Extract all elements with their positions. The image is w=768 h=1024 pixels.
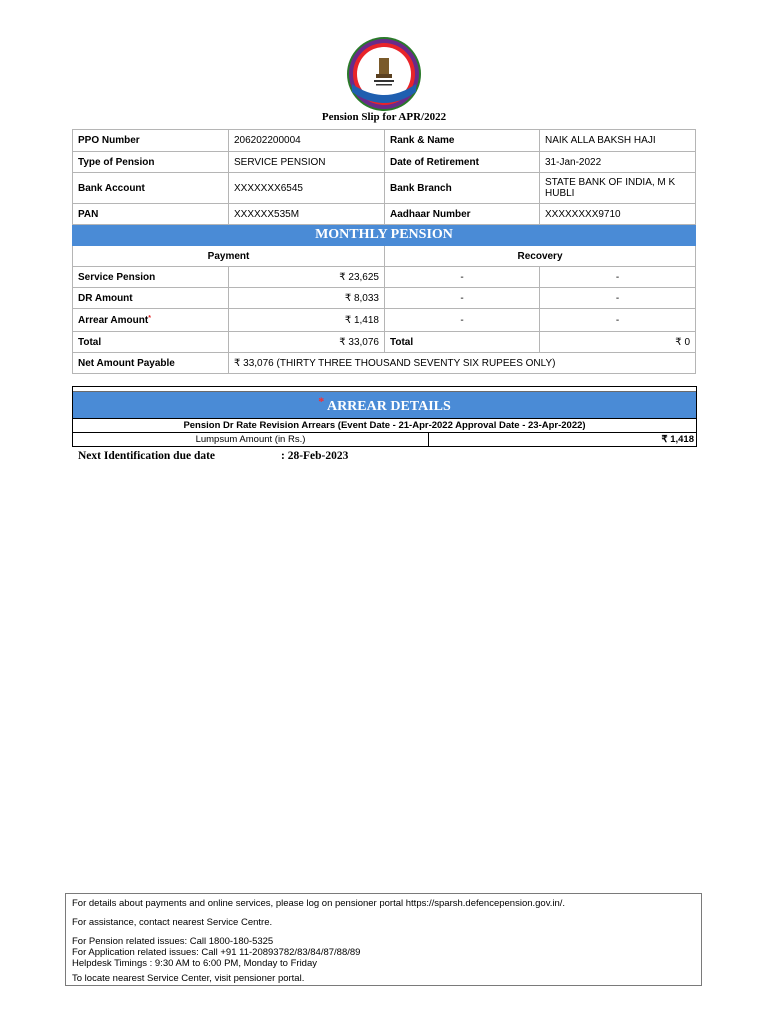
arrear-amount-value: ₹ 1,418 <box>229 309 385 332</box>
branch-label: Bank Branch <box>385 173 540 204</box>
slip-title: Pension Slip for APR/2022 <box>321 111 447 123</box>
type-value: SERVICE PENSION <box>229 152 385 173</box>
branch-value-line2: HUBLI <box>545 188 575 199</box>
footer-locate-line: To locate nearest Service Center, visit pensioner portal. <box>72 973 305 984</box>
lumpsum-label: Lumpsum Amount (in Rs.) <box>73 433 429 446</box>
monthly-pension-band <box>73 225 696 246</box>
ppo-label: PPO Number <box>73 130 229 152</box>
aadhaar-value: XXXXXXXX9710 <box>540 204 696 225</box>
table-row <box>73 353 696 374</box>
recovery-value: - <box>385 309 540 332</box>
monthly-pension-title: MONTHLY PENSION <box>73 225 696 246</box>
rank-label: Rank & Name <box>385 130 540 152</box>
retire-value: 31-Jan-2022 <box>540 152 696 173</box>
footer-portal-line: For details about payments and online services, please log on pensioner portal https://sparsh.defencepension.gov.in/. <box>72 898 566 909</box>
table-row <box>73 152 696 173</box>
table-row <box>73 309 696 332</box>
bank-value: XXXXXXX6545 <box>229 173 385 204</box>
table-row <box>73 204 696 225</box>
footer-helpdesk-line: Helpdesk Timings : 9:30 AM to 6:00 PM, Monday to Friday <box>72 958 318 969</box>
pan-value: XXXXXX535M <box>229 204 385 225</box>
dr-amount-label: DR Amount <box>73 288 229 309</box>
arrear-asterisk: * <box>148 314 151 322</box>
net-amount-label: Net Amount Payable <box>73 353 229 374</box>
type-label: Type of Pension <box>73 152 229 173</box>
recovery-value: - <box>540 267 696 288</box>
branch-value-line1: STATE BANK OF INDIA, M K <box>545 177 676 188</box>
pan-label: PAN <box>73 204 229 225</box>
table-row <box>73 246 696 267</box>
arrear-details-section <box>72 386 697 447</box>
next-identification <box>78 450 348 462</box>
arrear-details-title: ARREAR DETAILS <box>326 399 451 414</box>
footer-info-box <box>65 893 702 986</box>
dr-amount-value: ₹ 8,033 <box>229 288 385 309</box>
aadhaar-label: Aadhaar Number <box>385 204 540 225</box>
ppo-value: 206202200004 <box>229 130 385 152</box>
table-row <box>73 173 696 204</box>
arrear-details-band <box>73 392 696 418</box>
footer-assistance-line: For assistance, contact nearest Service Centre. <box>72 917 273 928</box>
table-row <box>73 267 696 288</box>
bank-label: Bank Account <box>73 173 229 204</box>
footer-application-issues-line: For Application related issues: Call +91 11-20893782/83/84/87/88/89 <box>72 947 361 958</box>
arrear-amount-cell <box>73 309 229 332</box>
lumpsum-value: ₹ 1,418 <box>661 434 694 445</box>
arrear-amount-label: Arrear Amount <box>78 314 149 326</box>
branch-value <box>540 173 696 204</box>
service-pension-label: Service Pension <box>73 267 229 288</box>
recovery-value: - <box>385 267 540 288</box>
service-pension-amount: ₹ 23,625 <box>229 267 385 288</box>
lumpsum-row <box>73 433 696 446</box>
recovery-value: - <box>540 288 696 309</box>
recovery-total-amount: ₹ 0 <box>540 332 696 353</box>
table-row <box>73 288 696 309</box>
retire-label: Date of Retirement <box>385 152 540 173</box>
recovery-value: - <box>385 288 540 309</box>
department-logo <box>346 36 422 112</box>
total-label: Total <box>73 332 229 353</box>
pension-details-table <box>72 129 696 374</box>
next-id-label: Next Identification due date <box>78 450 216 462</box>
table-row <box>73 332 696 353</box>
footer-pension-issues-line: For Pension related issues: Call 1800-180-5325 <box>72 936 274 947</box>
payment-header: Payment <box>73 246 385 267</box>
arrear-event-description: Pension Dr Rate Revision Arrears (Event Date - 21-Apr-2022 Approval Date - 23-Apr-2022) <box>73 418 696 433</box>
recovery-value: - <box>540 309 696 332</box>
rank-value: NAIK ALLA BAKSH HAJI <box>540 130 696 152</box>
arrear-asterisk: * <box>318 394 325 408</box>
recovery-total-label: Total <box>385 332 540 353</box>
table-row <box>73 130 696 152</box>
next-id-value: : 28-Feb-2023 <box>281 450 349 462</box>
net-amount-value: ₹ 33,076 (THIRTY THREE THOUSAND SEVENTY SIX RUPEES ONLY) <box>229 353 696 374</box>
recovery-header: Recovery <box>385 246 696 267</box>
total-amount: ₹ 33,076 <box>229 332 385 353</box>
